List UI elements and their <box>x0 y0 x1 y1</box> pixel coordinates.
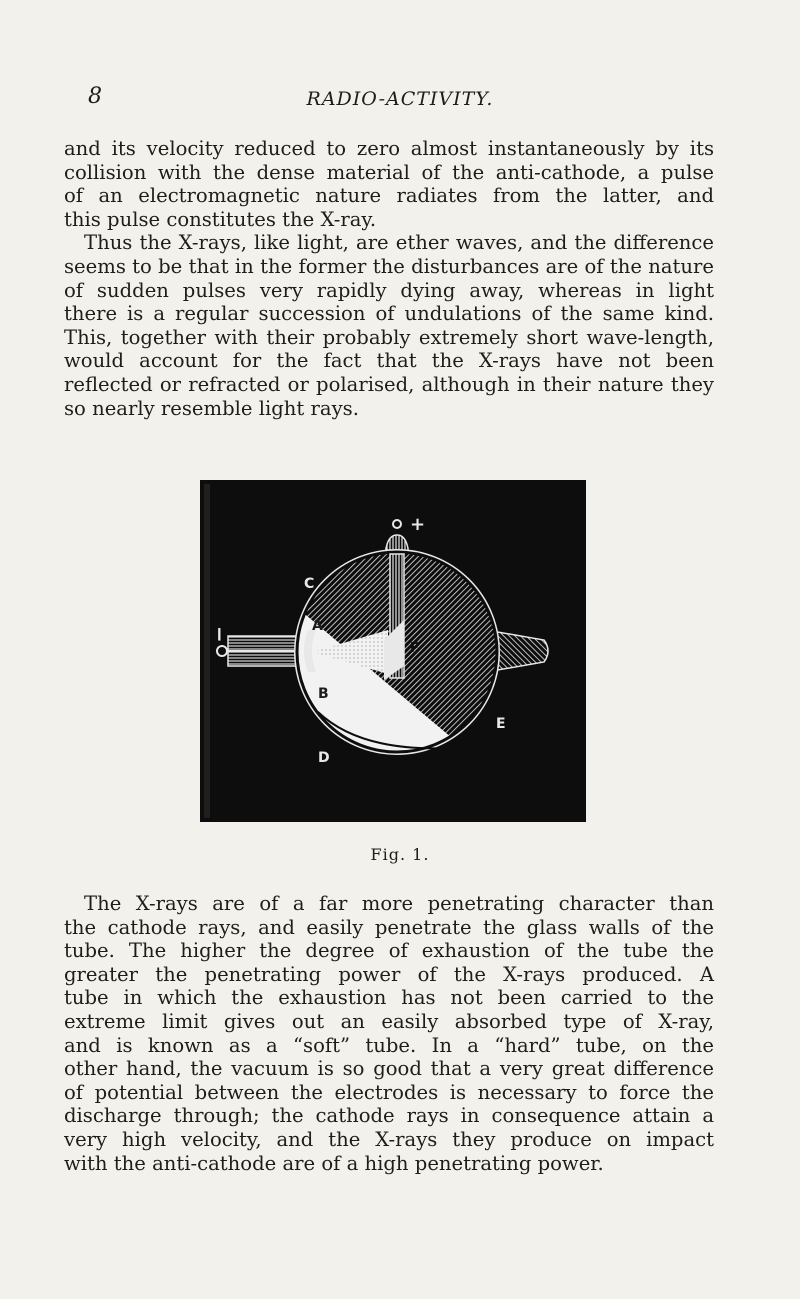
label-D: D <box>318 750 330 766</box>
text-line: so nearly resemble light rays. <box>64 396 359 420</box>
text-line: with the anti-cathode are of a high penetrating power. <box>64 1151 604 1175</box>
text-line: reflected or refracted or polarised, although in their nature they <box>64 372 714 396</box>
text-line: of sudden pulses very rapidly dying away, whereas in light <box>64 278 714 302</box>
text-line: This, together with their probably extremely short wave-length, <box>64 325 714 349</box>
text-line: the cathode rays, and easily penetrate the glass walls of the <box>64 915 714 939</box>
page-number: 8 <box>88 84 102 109</box>
label-C: C <box>304 576 315 592</box>
text-line: of an electromagnetic nature radiates from the latter, and <box>64 184 714 208</box>
label-plus: + <box>410 514 426 535</box>
text-line: and its velocity reduced to zero almost instantaneously by its <box>64 137 714 160</box>
label-F: F <box>410 641 419 656</box>
text-line: tube in which the exhaustion has not been carried to the <box>64 986 714 1010</box>
text-line: very high velocity, and the X-rays they produce on impact <box>64 1127 714 1151</box>
text-line: tube. The higher the degree of exhaustion of the tube the <box>64 939 714 963</box>
text-line: discharge through; the cathode rays in consequence attain a <box>64 1104 714 1128</box>
text-line: Thus the X-rays, like light, are ether waves, and the difference <box>84 231 714 255</box>
xray-tube-illustration <box>200 480 586 822</box>
text-line: other hand, the vacuum is so good that a very great difference <box>64 1057 714 1081</box>
text-line: of potential between the electrodes is necessary to force the <box>64 1080 714 1104</box>
label-minus: − <box>208 626 232 643</box>
text-line: and is known as a “soft” tube. In a “hard” tube, on the <box>64 1033 714 1057</box>
label-B: B <box>318 686 329 702</box>
text-line: collision with the dense material of the anti-cathode, a pulse <box>64 160 714 184</box>
text-line: there is a regular succession of undulations of the same kind. <box>64 302 714 326</box>
text-line: would account for the fact that the X-rays have not been <box>64 349 714 373</box>
paragraph-1 <box>64 137 714 420</box>
label-E: E <box>496 716 506 732</box>
text-line: seems to be that in the former the disturbances are of the nature <box>64 254 714 278</box>
paragraph-2 <box>64 892 714 1175</box>
label-A: A <box>312 618 323 634</box>
text-line: extreme limit gives out an easily absorbed type of X-ray, <box>64 1009 714 1033</box>
xray-tube-figure <box>200 480 586 822</box>
running-head: RADIO-ACTIVITY. <box>306 88 494 110</box>
text-line: this pulse constitutes the X-ray. <box>64 207 377 231</box>
figure-caption: Fig. 1. <box>370 845 430 864</box>
text-line: greater the penetrating power of the X-rays produced. A <box>64 962 714 986</box>
text-line: The X-rays are of a far more penetrating character than <box>84 892 714 915</box>
